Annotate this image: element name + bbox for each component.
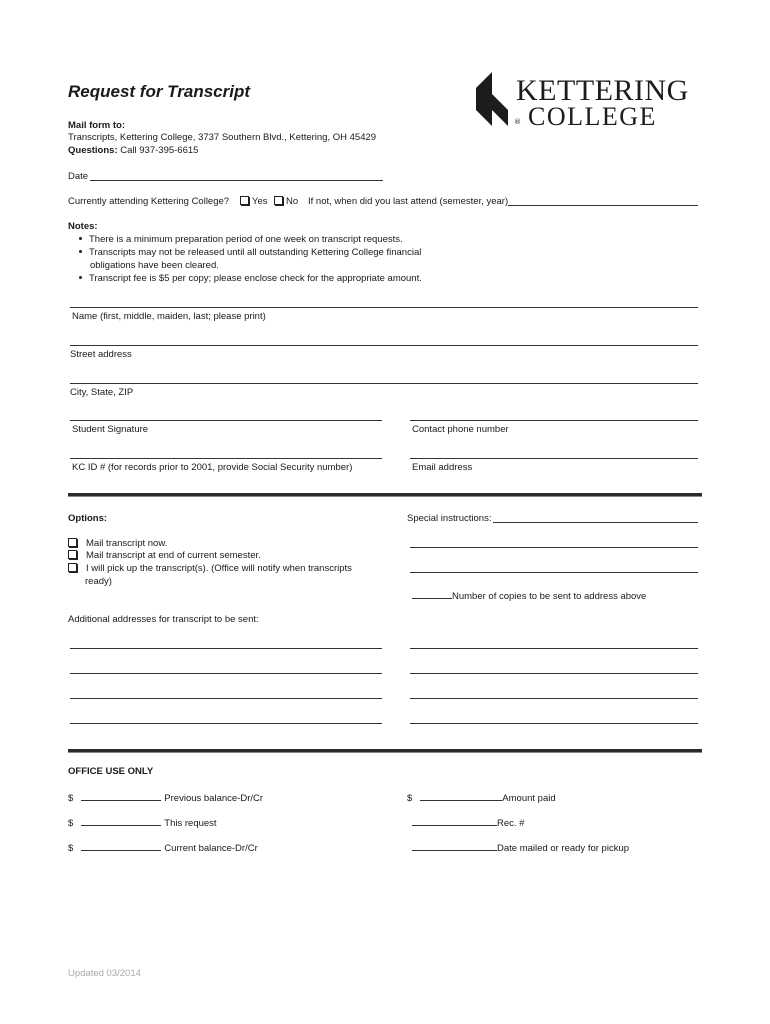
- date-mailed-label: Date mailed or ready for pickup: [497, 843, 630, 854]
- prev-balance-label: Previous balance-Dr/Cr: [164, 793, 264, 804]
- city-label: City, State, ZIP: [70, 387, 134, 398]
- signature-field[interactable]: [70, 420, 382, 421]
- logo-text-kettering: KETTERING: [516, 74, 689, 107]
- special-instructions-line[interactable]: [410, 547, 698, 548]
- name-label: Name (first, middle, maiden, last; please print): [72, 311, 266, 322]
- date-label: Date: [68, 171, 89, 182]
- this-request-label: This request: [164, 818, 217, 829]
- office-row-amount-paid: [407, 791, 556, 805]
- office-row-this-request: [68, 816, 217, 830]
- rec-field[interactable]: [412, 816, 497, 826]
- email-label: Email address: [412, 462, 473, 473]
- questions-phone: Call 937-395-6615: [117, 145, 199, 156]
- street-field[interactable]: [70, 345, 698, 346]
- checkbox[interactable]: [68, 550, 77, 559]
- checkbox[interactable]: [68, 563, 77, 572]
- office-row-date-mailed: [412, 841, 629, 855]
- registered-mark: ®: [514, 118, 521, 126]
- address-line[interactable]: [410, 723, 698, 724]
- bullet-icon: [79, 237, 82, 240]
- prev-balance-field[interactable]: [81, 791, 161, 801]
- attending-no-option[interactable]: [274, 196, 298, 208]
- section-divider: [68, 749, 702, 753]
- last-attend-field[interactable]: [508, 205, 698, 206]
- option-mail-end-semester[interactable]: [68, 550, 261, 562]
- this-request-field[interactable]: [81, 816, 161, 826]
- address-line[interactable]: [70, 723, 382, 724]
- street-label: Street address: [70, 349, 132, 360]
- city-field[interactable]: [70, 383, 698, 384]
- note-item: [79, 234, 403, 246]
- checkbox[interactable]: [68, 538, 77, 547]
- currency-symbol: $: [68, 818, 74, 829]
- page-title: Request for Transcript: [68, 82, 251, 101]
- phone-label: Contact phone number: [412, 424, 509, 435]
- option-pickup-continuation: ready): [85, 576, 112, 587]
- amount-paid-field[interactable]: [420, 791, 502, 801]
- office-row-rec: [412, 816, 524, 830]
- currency-symbol: $: [68, 793, 74, 804]
- no-checkbox[interactable]: [274, 196, 283, 205]
- section-divider: [68, 493, 702, 497]
- additional-addresses-label: Additional addresses for transcript to be sent:: [68, 614, 259, 625]
- logo-text-college: COLLEGE: [528, 102, 657, 131]
- office-use-label: OFFICE USE ONLY: [68, 766, 154, 777]
- kcid-field[interactable]: [70, 458, 382, 459]
- logo-mark-icon: [472, 70, 520, 128]
- copies-field[interactable]: [412, 589, 452, 599]
- copies-label: Number of copies to be sent to address above: [452, 591, 647, 602]
- current-balance-label: Current balance-Dr/Cr: [164, 843, 258, 854]
- office-row-prev-balance: [68, 791, 263, 805]
- signature-label: Student Signature: [72, 424, 149, 435]
- attending-yes-option[interactable]: [240, 196, 268, 208]
- rec-label: Rec. #: [497, 818, 525, 829]
- address-line[interactable]: [410, 673, 698, 674]
- amount-paid-label: Amount paid: [502, 793, 556, 804]
- mail-address: Transcripts, Kettering College, 3737 Southern Blvd., Kettering, OH 45429: [68, 132, 377, 143]
- bullet-icon: [79, 250, 82, 253]
- address-line[interactable]: [410, 698, 698, 699]
- no-label: No: [286, 196, 299, 207]
- updated-date: Updated 03/2014: [68, 968, 141, 979]
- note-item-continuation: obligations have been cleared.: [90, 260, 219, 271]
- last-attend-label: If not, when did you last attend (semester, year): [308, 196, 509, 207]
- special-instructions-line[interactable]: [410, 572, 698, 573]
- note-text: Transcript fee is $5 per copy; please enclose check for the appropriate amount.: [89, 273, 422, 284]
- kettering-college-logo: [472, 70, 704, 132]
- special-instructions-label: Special instructions:: [407, 513, 492, 524]
- address-line[interactable]: [70, 648, 382, 649]
- currency-symbol: $: [407, 793, 413, 804]
- options-label: Options:: [68, 513, 108, 524]
- option-label: I will pick up the transcript(s). (Office will notify when transcripts: [86, 563, 352, 574]
- copies-row: [412, 589, 646, 603]
- notes-label: Notes:: [68, 221, 98, 232]
- date-mailed-field[interactable]: [412, 841, 497, 851]
- currency-symbol: $: [68, 843, 74, 854]
- phone-field[interactable]: [410, 420, 698, 421]
- date-field[interactable]: [90, 180, 383, 181]
- special-instructions-field[interactable]: [493, 522, 698, 523]
- kcid-label: KC ID # (for records prior to 2001, provide Social Security number): [72, 462, 353, 473]
- address-line[interactable]: [410, 648, 698, 649]
- address-line[interactable]: [70, 698, 382, 699]
- questions-label: Questions:: [68, 145, 118, 156]
- yes-label: Yes: [252, 196, 268, 207]
- mail-form-label: Mail form to:: [68, 120, 125, 131]
- yes-checkbox[interactable]: [240, 196, 249, 205]
- note-text: There is a minimum preparation period of one week on transcript requests.: [89, 234, 403, 245]
- attending-question: Currently attending Kettering College?: [68, 196, 230, 207]
- note-item: [79, 247, 421, 259]
- note-text: Transcripts may not be released until all outstanding Kettering College financial: [89, 247, 422, 258]
- name-field[interactable]: [70, 307, 698, 308]
- email-field[interactable]: [410, 458, 698, 459]
- office-row-current-balance: [68, 841, 258, 855]
- option-label: Mail transcript at end of current semester.: [86, 550, 261, 561]
- questions-line: [68, 145, 198, 157]
- option-pickup[interactable]: [68, 563, 352, 575]
- note-item: [79, 273, 422, 285]
- bullet-icon: [79, 276, 82, 279]
- option-label: Mail transcript now.: [86, 538, 168, 549]
- current-balance-field[interactable]: [81, 841, 161, 851]
- address-line[interactable]: [70, 673, 382, 674]
- option-mail-now[interactable]: [68, 538, 167, 550]
